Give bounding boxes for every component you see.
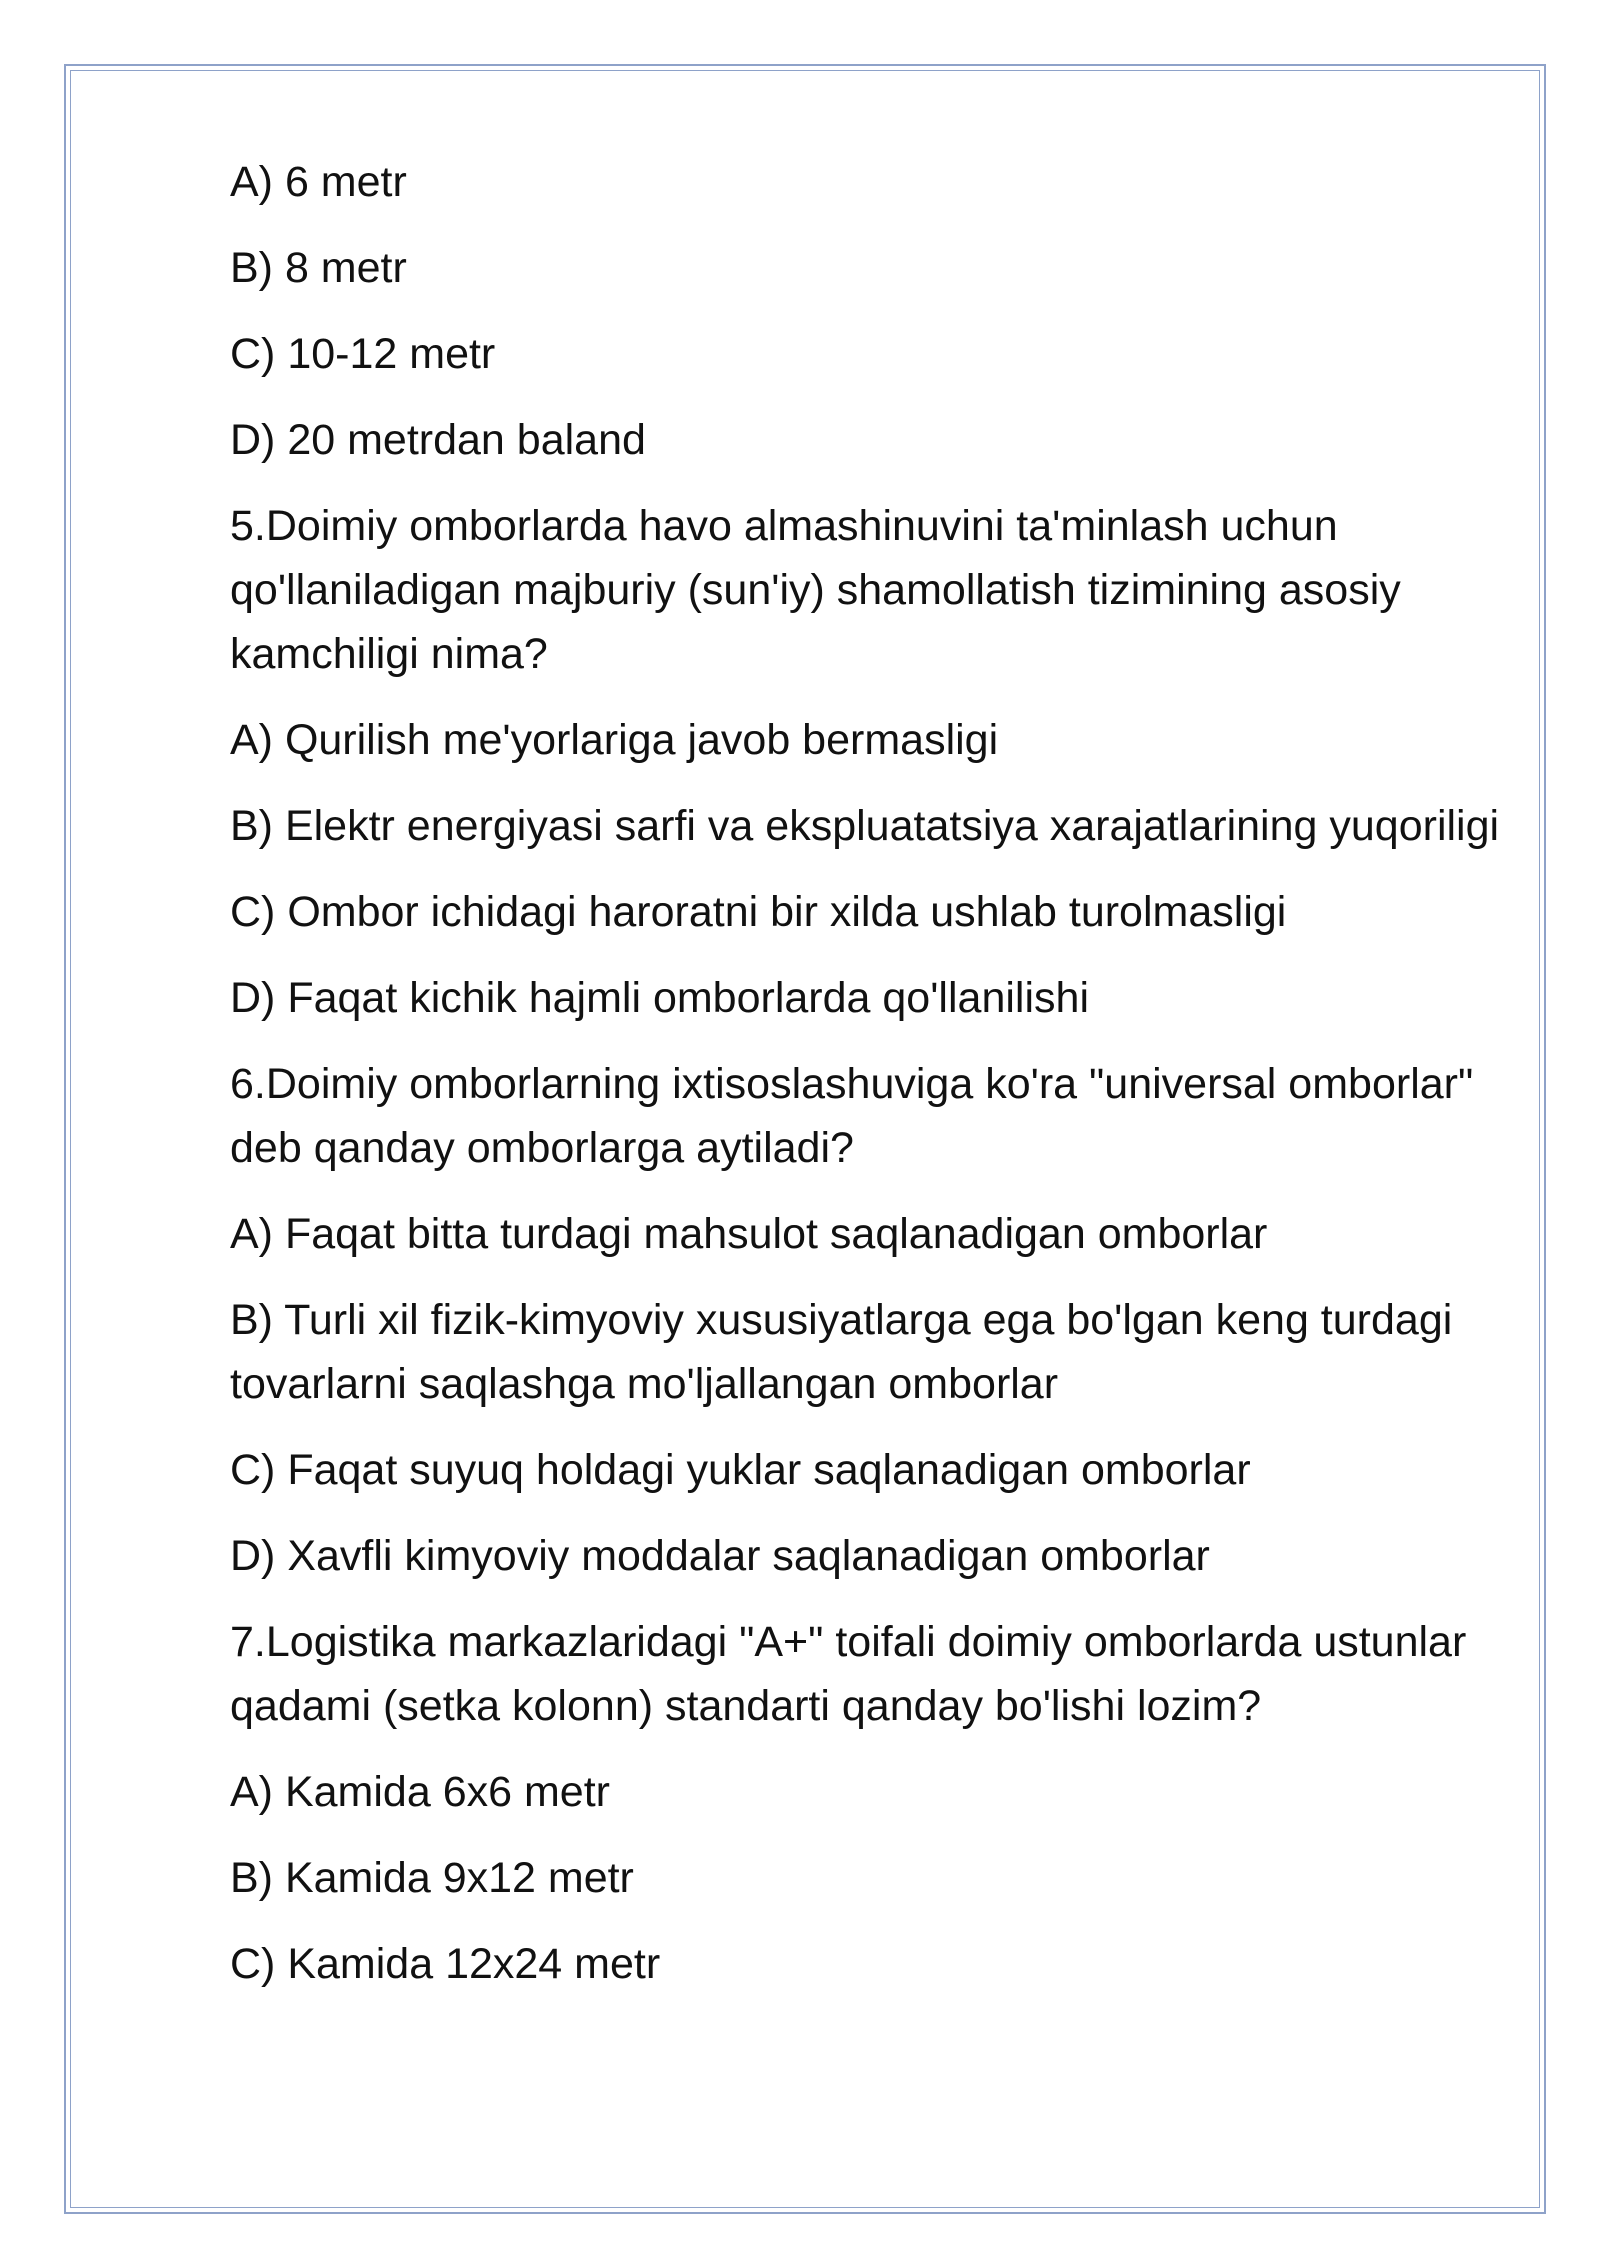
answer-option: B) Kamida 9x12 metr <box>230 1854 634 1902</box>
answer-option: C) Faqat suyuq holdagi yuklar saqlanadigan omborlar <box>230 1446 1251 1494</box>
answer-option: A) Qurilish me'yorlariga javob bermasligi <box>230 716 999 764</box>
answer-option: D) Xavfli kimyoviy moddalar saqlanadigan omborlar <box>230 1532 1210 1580</box>
answer-option: A) 6 metr <box>230 158 407 206</box>
question-text: 5.Doimiy omborlarda havo almashinuvini ta'minlash uchun qo'llaniladigan majburiy (sun'iy) shamollatish tizimining asosiy kamchiligi nima? <box>230 502 1401 678</box>
answer-option: B) Turli xil fizik-kimyoviy xususiyatlarga ega bo'lgan keng turdagi tovarlarni saqlashga mo'ljallangan omborlar <box>230 1296 1453 1408</box>
answer-option: C) Ombor ichidagi haroratni bir xilda ushlab turolmasligi <box>230 888 1287 936</box>
question-text: 6.Doimiy omborlarning ixtisoslashuviga ko'ra "universal omborlar" deb qanday omborlarga aytiladi? <box>230 1060 1474 1172</box>
document-body <box>230 150 1500 2018</box>
answer-option: D) Faqat kichik hajmli omborlarda qo'llanilishi <box>230 974 1089 1022</box>
answer-option: B) Elektr energiyasi sarfi va ekspluatatsiya xarajatlarining yuqoriligi <box>230 802 1500 850</box>
answer-option: D) 20 metrdan baland <box>230 416 646 464</box>
answer-option: A) Faqat bitta turdagi mahsulot saqlanadigan omborlar <box>230 1210 1268 1258</box>
answer-option: B) 8 metr <box>230 244 407 292</box>
answer-option: A) Kamida 6x6 metr <box>230 1768 610 1816</box>
answer-option: C) 10-12 metr <box>230 330 496 378</box>
answer-option: C) Kamida 12x24 metr <box>230 1940 661 1988</box>
question-text: 7.Logistika markazlaridagi "A+" toifali doimiy omborlarda ustunlar qadami (setka kolonn) standarti qanday bo'lishi lozim? <box>230 1618 1467 1730</box>
